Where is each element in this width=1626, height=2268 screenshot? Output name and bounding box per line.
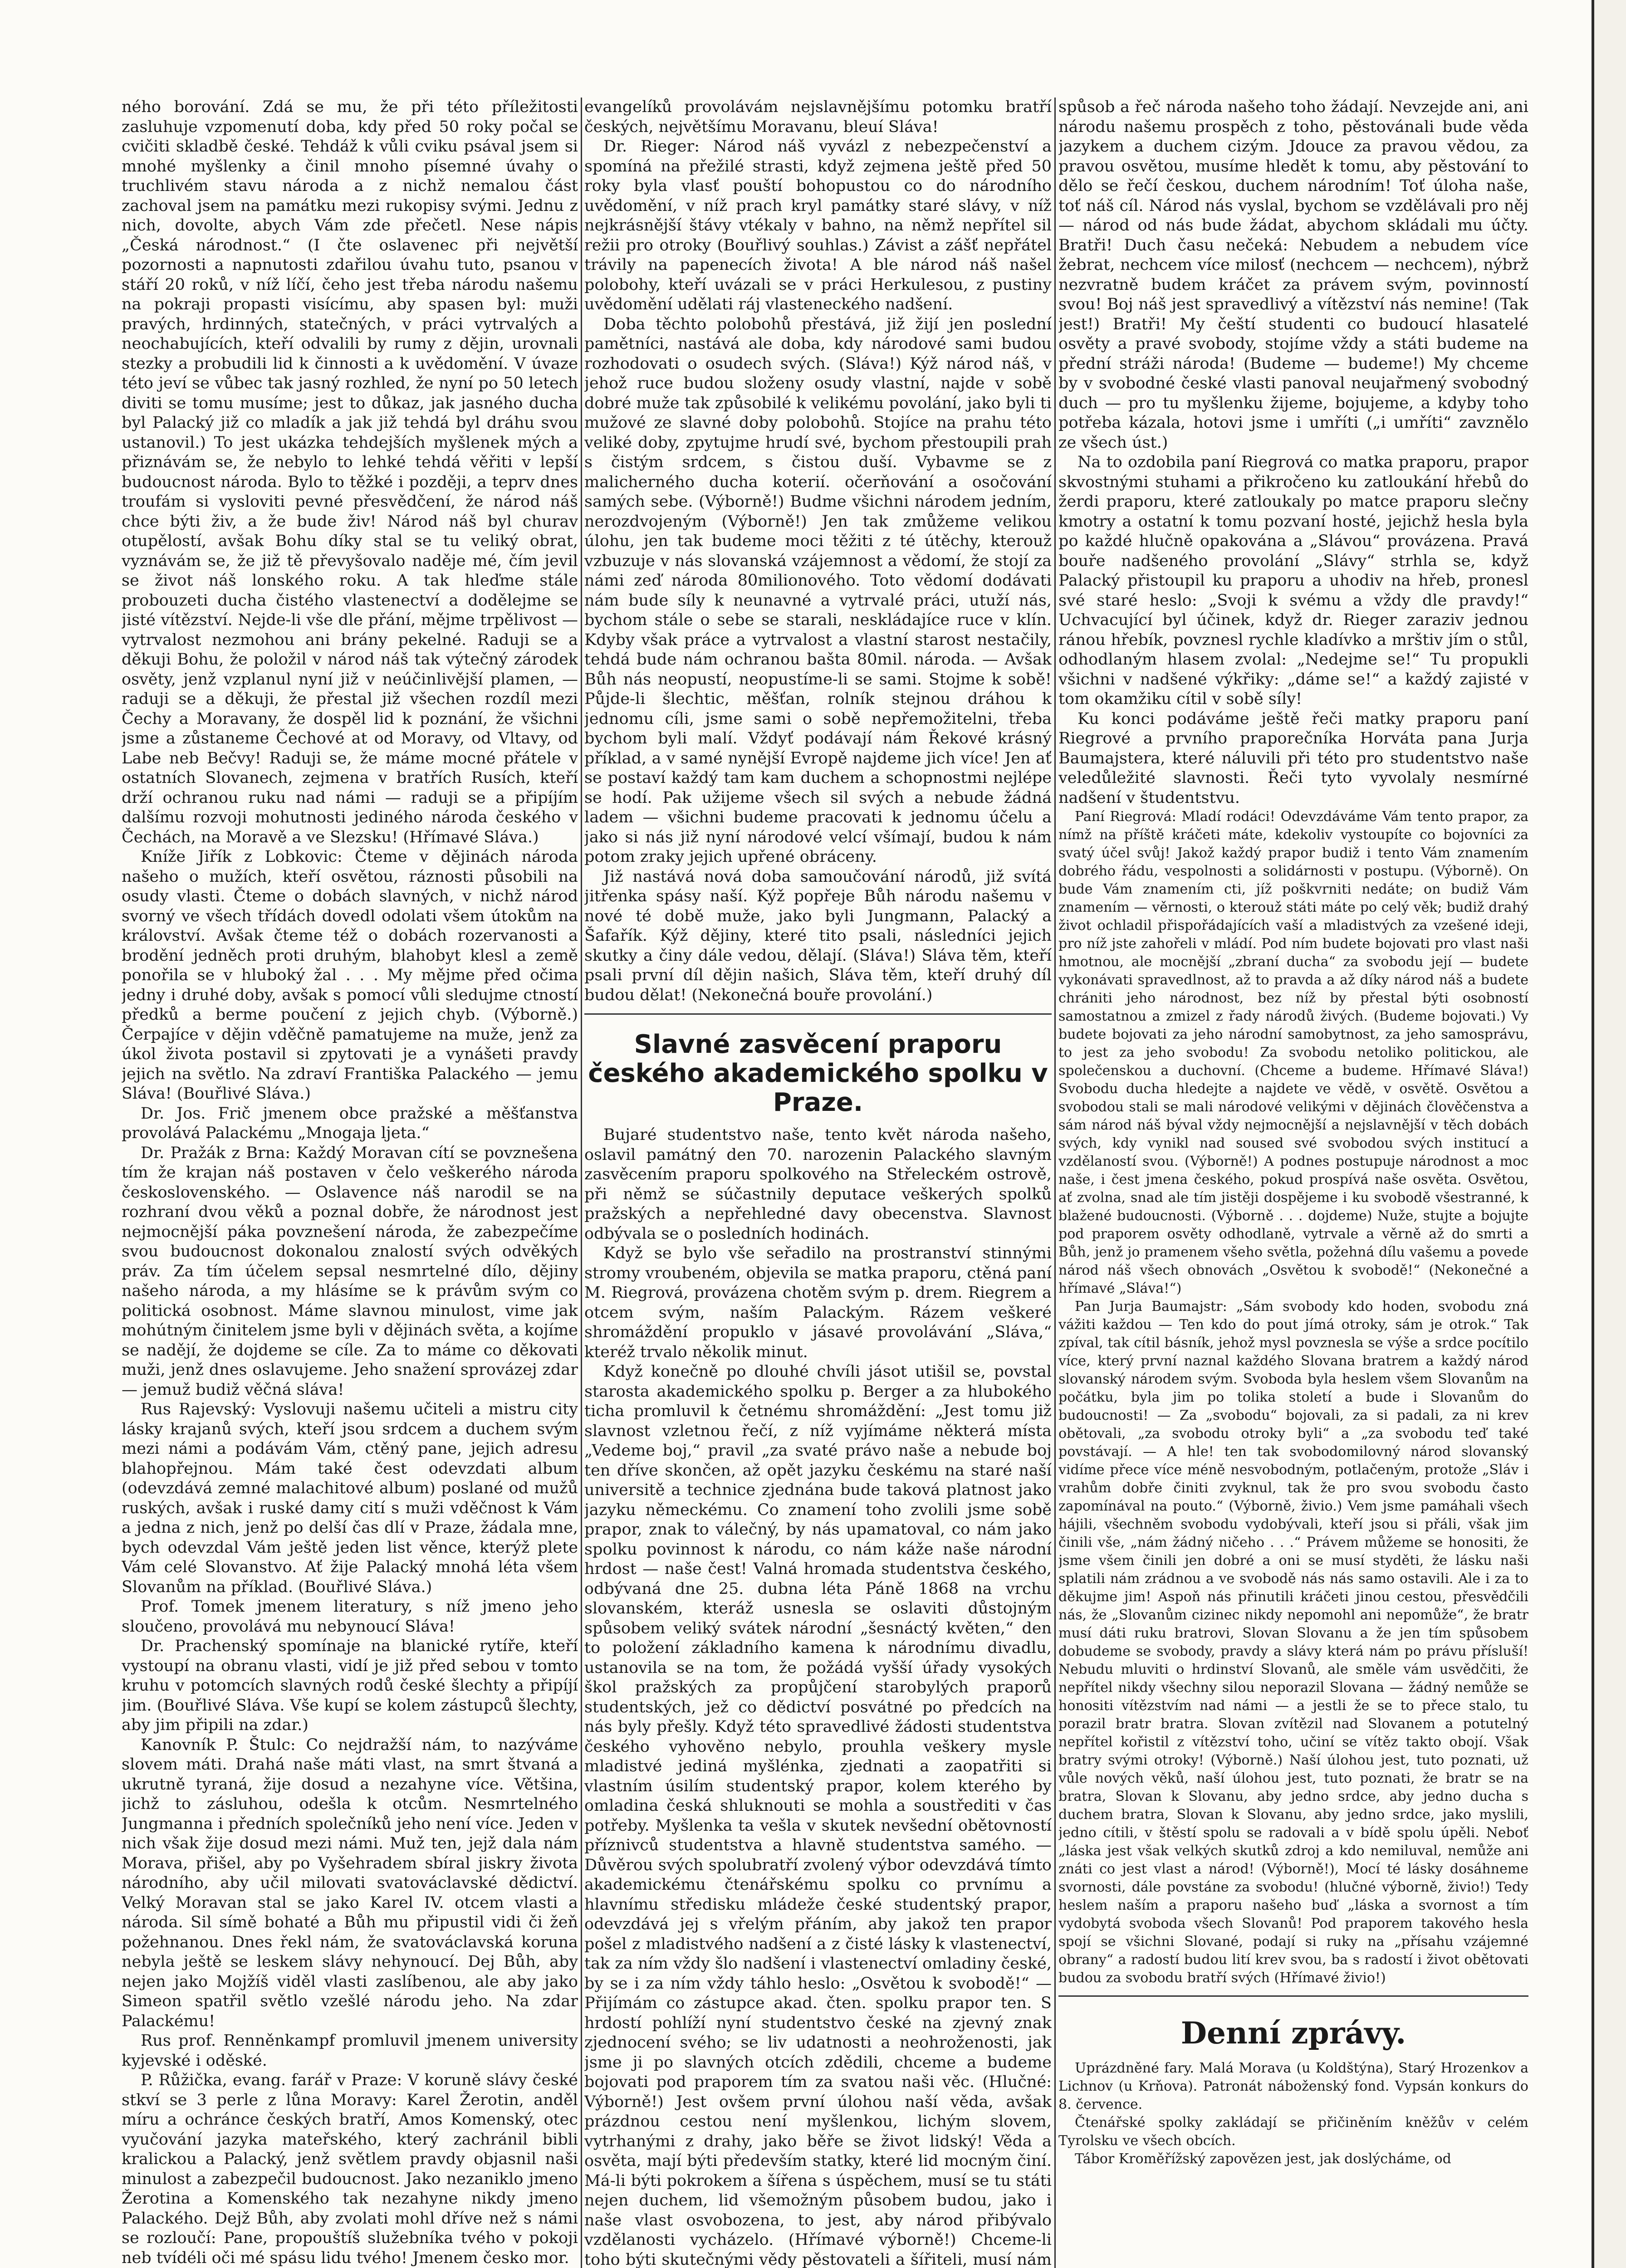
column-left (122, 98, 578, 2268)
speech-paragraph: Pan Jurja Baumajstr: „Sám svobody kdo hoden, svobodu zná vážiti každou — Ten kdo do pout jímá otroky, sám je otrok.“ Tak zpíval, tak cítil básník, jehož mysl povznesla se výše a srdce pocítilo více, který první naznal každého Slovana bratrem a každý národ slovanský národem svým. Svoboda byla heslem všem Slovanům na počátku, byla jim po tolika století a bude i Slovanům do budoucnosti! — Za „svobodu“ bojovali, za si padali, za ni krev obětovali, „za svobodu otroky byli“ a „za svobodu teď také povstávají. — A hle! ten tak svobodomilovný národ slovanský vidíme přece více méně nesvobodným, potlačeným, protože „Sláv i vrahům dobře činiti zvyknul, tak že pro svou svobodu často zapomínával na pouto.“ (Výborně, živio.) Vem jsme pamáhali všech hájili, všechněm svobodu vydobývali, kteří jsou si přáli, však jim činili vše, „nám žádný ničeho . . .“ Právem můžeme se honositi, že jsme všem činili jen dobré a oni se musí styděti, že lásku naši splatili nám zrádnou a ve svobodě nás nás samo ostavili. Ale i za to děkujme jim! Aspoň nás přinutili kráčeti jinou cestou, přesvědčili nás, že „Slovanům cizinec nikdy nepomohl ani nepomůže“, že bratr musí dáti ruku bratrovi, Slovan Slovanu a že jen tím spůsobem dobudeme se svobody, pravdy a slávy která nám po právu přísluší! Nebudu mluviti o hrdinství Slovanů, ale směle vám usvědčiti, že nepřítel nikdy všechny silou neporazil Slovana — žádný nemůže se honositi vítězstvím nad námi — a jestli že se to přece stalo, tu porazil bratr bratra. Slovan zvítězil nad Slovanem a potutelný nepřítel kořistil z vítězství toho, učiní se vítěz takto obojí. Však bratry svými otroky! (Výborně.) Naší úlohou jest, tuto poznati, už vůle nových věků, naší úlohou jest, tuto poznati, že bratr se na bratra, Slovan k Slovanu, aby jedno srdce, aby jedno ducha s duchem bratra, Slovan k Slovanu, aby jedno srdce, jako myslili, jedno cítili, v štěstí spolu se radovali a v bídě spolu úpěli. Neboť „láska jest však velkých skutků zdroj a kdo nemiluval, nemůže ani znáti co jest vlast a národ! (Výborně!), Mocí té lásky dosáhneme svornosti, dále povstáne za svobodu! (hlučné výborně, živio!) Tedy heslem naším a praporu našeho buď „láska a svornost a tím vydobytá svoboda všech Slovanů! Pod praporem takového hesla spojí se všichni Slované, podají si ruky na „přísahu vzájemné obrany“ a radostí budou lití krev svou, ba s radostí i život obětovati budou za svobodu bratří svých (Hřímavé živio!) (1058, 1299, 1528, 1986)
paragraph: Když konečně po dlouhé chvíli jásot utišil se, povstal starosta akademického spolku p. Berger a za hlubokého ticha promluvil k četnému shromáždění: „Jest tomu již slavnost vzletnou řečí, z níž vyjímáme některá místa „Vedeme boj,“ pravil „za svaté právo naše a nebude boj ten dříve skončen, až opět jazyku českému na staré naší universitě a technice zjednána bude taková platnost jako jazyku německému. Co znamení toho zvolili jsme sobě prapor, znak to válečný, by nás upamatoval, co nám jako spolku povinnost k národu, co nám káže naše národní hrdost — naše čest! Valná hromada studentstva českého, odbývaná dne 25. dubna léta Páně 1868 na vrchu slovanském, kteráž usnesla se oslaviti důstojným spůsobem veliký svátek národní „šesnáctý květen,“ den to položení základního kamena k národnímu divadlu, ustanovila se na tom, že požádá vyšší úřady vysokých škol pražských za propůjčení starobylých praporů studentských, jež co dědictví posvátné po předcích na nás byly přešly. Když této spravedlivé žádosti studentstva českého vyhověno nebylo, prouhla veškery mysle mladistvé jediná myšlénka, zjednati a zaopatřiti si vlastním úsilím studentský prapor, kolem kterého by omladina česká shluknouti se mohla a soustřediti v čas potřeby. Myšlenka ta vešla v skutek nevšední obětovností příznivců studentstva a hlavně studentstva samého. — Důvěrou svých spolubratří zvolený výbor odevzdává tímto akademickému čtenářskému spolku co prvnímu a hlavnímu středisku mládeže české studentský prapor, odevzdává jej s vřelým přáním, aby jakož ten prapor pošel z mladistvého nadšení a z čisté lásky k vlastenectví, tak za ním vždy šlo nadšení i vlastenectví omladiny české, by se i za ním vždy táhlo heslo: „Osvětou k svobodě!“ — Přijímám co zástupce akad. čten. spolku prapor ten. S hrdostí pohlíží nyní studentstvo české na zjevný znak zjednocení svého; se liv udatnosti a neohroženosti, jak jsme ji po slavných otcích zdědili, chceme a budeme bojovati pod praporem tím za svatou naši věc. (Hlučné: Výborně!) Jest ovšem první úlohou naší věda, avšak prázdnou cestou není myšlenkou, lichým slovem, vytrhanými z drahy, jako běře se život lidský! Věda a osvěta, mají býti především statky, které lid mocným činí. Má-li býti pokrokem a šířena s úspěchem, musí se tu státi nejen duchem, lid všemožným působem budou, jako i naše vlast osvobozena, to jest, aby národ přibývalo vzdělanosti vycházelo. (Hřímavé výborně!) Chceme-li toho býti skutečnými vědy pěstovateli a šířiteli, musí nám (584, 1363, 1052, 2268)
paragraph: Rus prof. Renněnkampf promluvil jmenem university kyjevské i oděské. (122, 2032, 578, 2070)
paragraph: P. Růžička, evang. farář v Praze: V koruně slávy české stkví se 3 perle z lůna Moravy: Karel Žerotin, anděl míru a ochránce českých bratří, Amos Komenský, otec vyučování jazyka mateřského, který zachránil bibli kralickou a Palacký, jenž světlem pravdy objasnil naši minulost a zabezpečil budoucnost. Jako nezaniklo jmeno Žerotina a Komenského tak nezahyne nikdy jmeno Palackého. Dejž Bůh, aby zvolati mohl dříve než s námi se rozloučí: Pane, propouštíš služebníka tvého v pokoji neb tvídéli oči mé spásu lidu tvého! Jmenem česko mor. (122, 2071, 578, 2267)
paragraph: spůsob a řeč národa našeho toho žádají. Nevzejde ani, ani národu našemu prospěch z toho, pěstovánali bude věda jazykem a duchem cizým. Jdouce za pravou vědou, za pravou osvětou, musíme hledět k tomu, aby pěstování to dělo se řečí českou, duchem národním! Toť úloha naše, toť náš cíl. Národ nás vyslal, bychom se vzdělávali pro něj — národ od nás bude žádat, abychom skládali mu účty. Bratři! Duch času nečeká: Nebudem a nebudem více žebrat, nechcem více milosť (nechcem — nechcem), nýbrž nezvratně budem kráčet za právem svým, povinností svou! Boj náš jest spravedlivý a vítězství nás nemine! (Tak jest!) Bratři! My čeští studenti co budoucí hlasatelé osvěty a pravé svobody, stojíme vždy a státi budeme na přední stráži národa! (Budeme — budeme!) My chceme by v svobodné české vlasti panoval neujařmený svobodný duch — pro tu myšlenku žijeme, bojujeme, a kdyby toho potřeba kázala, hotovi jsme i umříti („i umříti“ zavznělo ze všech úst.) (1058, 98, 1528, 452)
speeches-block (1058, 808, 1528, 1987)
paragraph: Kanovník P. Štulc: Co nejdražší nám, to nazýváme slovem máti. Drahá naše máti vlast, na smrt štvaná a ukrutně tyraná, žije dosud a nezahyne více. Většina, jichž to zásluhou, odešla k otcům. Nesmrtelného Jungmanna i předních společníků jeho není více. Jeden v nich však žije dosud mezi námi. Muž ten, jejž dala nám Morava, přišel, aby po Vyšehradem sbíral jiskry života národního, aby učil milovati svatováclavské dědictví. Velký Moravan stal se jako Karel IV. otcem vlasti a národa. Sil símě bohaté a Bůh mu připustil vidi či žeň požehnanou. Dnes řekl nám, že svatováclavská koruna nebyla ještě se leskem slávy nehynoucí. Dej Bůh, aby nejen jako Mojžíš viděl vlasti zaslíbenou, ale aby jako Simeon spatřil světlo vzešlé národu jeho. Na zdar Palackému! (122, 1735, 578, 2030)
news-item: Tábor Kroměřížský zapovězen jest, jak doslýcháme, od (1075, 2151, 1451, 2167)
paragraph: Dr. Prachenský spomínaje na blanické rytíře, kteří vystoupí na obranu vlasti, vidí je již před sebou v tomto kruhu v potomcích slavných rodů české šlechty a připíjí jim. (Bouřlivé Sláva. Vše kupí se kolem zástupců šlechty, aby jim připili na zdar.) (122, 1637, 578, 1734)
paragraph: Ku konci podáváme ještě řeči matky praporu paní Riegrové a prvního praporečníka Horváta pana Jurja Baumajstera, které náluvili při této pro studentstvo naše veledůležité slavnosti. Řeči tyto vyvolaly nesmírné nadšení v študentstvu. (1058, 709, 1528, 807)
paragraph: Kníže Jiřík z Lobkovic: Čteme v dějinách národa našeho o mužích, kteří osvětou, ráznosti působili na osudy vlasti. Čteme o dobách slavných, v nichž národ svorný ve všech třídách dovedl odolati všem útokům na království. Avšak čteme též o dobách rozervanosti a brodění jedněch proti druhým, blahobyt klesl a země ponořila se v hluboký žal . . . My mějme před očima jedny i druhé doby, avšak s pomocí vůli sledujme ctností předků a berme poučení z jejich chyb. (Výborně.) Čerpajíce v dějin vděčně pamatujeme na muže, jenž za úkol života postavil si zpytovati je a vynášeti pravdy jejich na světlo. Na zdraví Františka Palackého — jemu Sláva! (Bouřlivé Sláva.) (122, 848, 578, 1103)
paragraph: Prof. Tomek jmenem literatury, s níž jmeno jeho sloučeno, provolává mu nebynoucí Sláva! (122, 1598, 578, 1636)
paragraph: Na to ozdobila paní Riegrová co matka praporu, prapor skvostnými stuhami a přikročeno ku zatloukání hřebů do žerdi praporu, které zatloukaly po matce praporu slečny kmotry a ostatní k tomu pozvaní hosté, jejichž hesla byla po každé hlučně opakována a „Slávou“ provázena. Pravá bouře nadšeného provolání „Slávy“ strhla se, když Palacký přistoupil ku praporu a uhodiv na hřeb, pronesl své staré heslo: „Svoji k svému a vždy dle pravdy!“ Uchvacující byl účinek, když dr. Rieger zaraziv jednou ránou hřebík, povznesl rychle kladívko a mrštiv jím o stůl, odhodlaným hlasem zvolal: „Nedejme se!“ Tu propukli všichni v nadšené výkřiky: „dáme se!“ a každý zajisté v tom okamžiku cítil v sobě síly! (1058, 453, 1528, 708)
news-title: Denní zprávy. (1180, 2015, 1406, 2051)
paragraph: evangelíků provolávám nejslavnějšímu potomku bratří českých, největšímu Moravanu, bleuí Sláva! (584, 98, 1052, 136)
paragraph: Rus Rajevský: Vyslovuji našemu učiteli a mistru city lásky krajanů svých, kteří jsou srdcem a duchem svým mezi námi a podávám Vám, ctěný pane, jejich adresu blahopřejnou. Mám také čest odevzdati album (odevzdává zemné malachitové album) poslané od mužů ruských, avšak i ruské damy cití s muži vděčnost k Vám a jedna z nich, jenž po delší čas dlí v Praze, žádala mne, bych odevzdal Vám ještě jeden list věnce, kterýž plete Vám celé Slovanstvo. Ať žije Palacký mnohá léta všem Slovanům na příklad. (Bouřlivé Sláva.) (122, 1400, 578, 1596)
column-right (1058, 98, 1528, 2268)
section-divider (1058, 1995, 1528, 1997)
paragraph: Doba těchto polobohů přestává, již žijí jen poslední pamětníci, nastává ale doba, kdy národové sami budou rozhodovati o osudech svých. (Sláva!) Kýž národ náš, v jehož ruce budou složeny osudy vlastní, najde v sobě dobré muže tak způsobilé k velikému povolání, jako byli ti mužové ze slavné doby polobohů. Stojíce na prahu této veliké doby, zpytujme hrudí své, bychom přestoupili prah s čistým srdcem, s čistou duší. Vybavme se z malicherného ducha koterií. očerňování a osočování samých sebe. (Výborně!) Budme všichni národem jedním, nerozdvojeným (Výborně!) Jen tak zmůžeme velikou úlohu, jen tak budeme moci těžiti z té útěchy, kterouž vzbuzuje v nás slovanská vzájemnost a vědomí, že stojí za námi zeď národa 80milionového. Toto vědomí dodávati nám bude síly k neunavné a vytrvalé práci, utuží nás, bychom stále o sebe se starali, neskládajíce ruce v klín. Kdyby však práce a vytrvalost a vlastní starost nestačily, tehdá bude nám ochranou bašta 80mil. národa. — Avšak Bůh nás neopustí, neopustíme-li se sami. Stojme k sobě! Půjde-li šlechtic, měšťan, rolník stejnou dráhou k jednomu cíli, jsme sami o sobě nepřemožitelni, třeba bychom byli malí. Vždyť podávají nám Řekové krásný příklad, a v samé nynější Evropě najdeme jich více! Jen ať se postaví každý tam kam duchem a schopnostmi nejlépe se hodí. Pak užijeme všech sil svých a nebude žádná ladem — všichni budeme pracovati k jednomu účelu a jako si nás již nyní národové velcí všímají, budou k nám potom zraky jejich upřené obráceny. (584, 315, 1052, 866)
column-divider (1054, 98, 1056, 2268)
paragraph: Dr. Jos. Frič jmenem obce pražské a měšťanstva provolává Palackému „Mnogaja ljeta.“ (122, 1104, 578, 1142)
paragraph: Dr. Pražák z Brna: Každý Moravan cítí se povznešena tím že krajan náš postaven v čelo veškerého národa československého. — Oslavence náš narodil se na rozhraní dvou věků a poznal dobře, že národnost jest nejmocnější páka povznešení národa, že zabezpečíme svou budoucnost dokonalou znalostí svých odvěkých práv. Za tím účelem sepsal nesmrtelné dílo, dějiny našeho národa, a my hlásíme se k právům svým co politická osobnost. Máme slavnou minulost, vime jak mohútným činitelem jsme byli v dějinách světa, a kojíme se nadějí, že dojdeme se cíle. Za to máme co děkovati muži, jenž dnes oslavujeme. Jeho snažení sprovázej zdar — jemuž budiž věčná sláva! (122, 1144, 578, 1399)
page-edge (1592, 0, 1626, 2268)
paragraph: Dr. Rieger: Národ náš vyvázl z nebezpečenství a spomíná na přežilé strasti, když zejmena ještě před 50 roky byla vlasť pouští bohopustou co do národního uvědomění, v níž prach kryl památky staré slávy, v níž nejkrásnější štávy vtékaly v bahno, na němž nepřítel sil režii pro otroky (Bouřlivý souhlas.) Závist a zášť nepřátel trávily na papenecích života! A ble národ náš našel polobohy, kteří uvázali se v práci Herkulesou, z pustiny uvědomění udělati ráj vlasteneckého nadšení. (584, 137, 1052, 313)
section-divider (584, 1013, 1052, 1015)
news-item: Čtenářské spolky zakládají se přičiněním kněžův v celém Tyrolsku ve všech obcích. (1058, 2115, 1528, 2149)
column-divider (581, 98, 582, 2268)
news-block (1058, 2059, 1528, 2168)
speech-paragraph: Paní Riegrová: Mladí rodáci! Odevzdáváme Vám tento prapor, za nímž na příště kráčeti máte, kdekoliv vystoupíte co bojovníci za svatý účel svůj! Jakož každý prapor budiž i tento Vám znamením dobrého řádu, vespolnosti a solidárnosti v postupu. (Výborně). On bude Vám znamením cti, jíž poškvrniti nedáte; on budiž Vám znamením — věrnosti, o kterouž státi máte po celý věk; budiž drahý život ochladil přispořádajících vaší a mladistvých za vzešené ideji, pro níž jste zahořeli v mládí. Pod ním budete bojovati pro vlast naši hmotnou, ale mocnější „zbraní ducha“ za svobodu její — budete vykonávati spravedlnost, až to pravda a až díky národ náš a budete chrániti jeho národnost, bez níž by přestal býti osobností samostatnou a zmizel z řady národů živých. (Budeme bojovati.) Vy budete bojovati za jeho národní samobytnost, za jeho samosprávu, to jest za jeho svobodu! Za svobodu netoliko politickou, ale společenskou a duchovní. (Chceme a budeme. Hřímavé Sláva!) Svobodu ducha hledejte a najdete ve vědě, v osvětě. Osvětou a svobodou stali se mali národové velikými v dějinách člověčenstva a sám národ náš býval vždy nejmocnější a nejslavnější v těch dobách svých, kdy vynikl nad soused své svobodou svých institucí a vzdělaností svou. (Výborně!) A podnes postupuje národnost a moc naše, i čest jmena českého, pokud prospívá naše osvěta. Osvětou, ať zvolna, snad ale tím jistěji dospějeme i ku svobodě všestranné, k blažené budoucnosti. (Výborně . . . dojdeme) Nuže, stujte a bojujte pod praporem osvěty odhodlaně, vytrvale a věrně až do smrti a Bůh, jenž jo pramenem všeho světla, požehná dílu vašemu a povede národ náš všech obnovách „Osvětou k svobodě!“ (Nekonečné a hřímavé „Sláva!“) (1058, 809, 1528, 1296)
paragraph: Již nastává nová doba samoučování národů, již svítá jitřenka spásy naší. Kýž popřeje Bůh národu našemu v nové té době muže, jako byli Jungmann, Palacký a Šafařík. Kýž dějiny, které tito psali, následníci jejich skutky a činy dále vedou, dělají. (Sláva!) Sláva těm, kteří psali první díl dějin našich, Sláva těm, kteří druhý díl budou dělat! (Nekonečná bouře provolání.) (584, 867, 1052, 1004)
news-item: Uprázdněné fary. Malá Morava (u Koldštýna), Starý Hrozenkov a Lichnov (u Krňova). Patronát náboženský fond. Vypsán konkurs do 8. července. (1058, 2060, 1528, 2112)
article-title: Slavné zasvěcení praporu českého akademického spolku v Praze. (588, 1030, 1048, 1117)
column-middle (584, 98, 1052, 2268)
paragraph: Když se bylo vše seřadilo na prostranství stinnými stromy vroubeném, objevila se matka praporu, ctěná paní M. Riegrová, provázena chotěm svým p. drem. Riegrem a otcem svým, naším Palackým. Rázem veškeré shromáždění propuklo v jásavé provolávání „Sláva,“ kteréž trvalo několik minut. (584, 1244, 1052, 1361)
paragraph: Bujaré studentstvo naše, tento květ národa našeho, oslavil památný den 70. narozenin Palackého slavným zasvěcením praporu spolkového na Střeleckém ostrově, při němž se súčastnily deputace veškerých spolků pražských a nepřehledné davy obecenstva. Slavnost odbývala se o posledních hodinách. (584, 1126, 1052, 1243)
paragraph: ného borování. Zdá se mu, že při této příležitosti zasluhuje vzpomenutí doba, kdy před 50 roky počal se cvičiti skladbě české. Tehdáž k vůli cviku psával jsem si mnohé myšlenky a činil mnoho písemné úvahy o truchlivém stavu národa a z nichž nemalou část zachoval jsem na památku mezi rukopisy svými. Jednu z nich, dovolte, abych Vám zde přečetl. Nese nápis „Česká národnost.“ (I čte oslavenec při největší pozornosti a napnutosti zdařilou úvahu tuto, psanou v stáří 20 roků, v níž líčí, čeho jest třeba národu našemu na pokraji propasti visícímu, aby spasen byl: muži pravých, hrdinných, statečných, v práci vytrvalých a neochabujících, kteří odvalili by rumy z dějin, urovnali stezky a probudili lid k činnosti a k uvědomění. V úvaze této jeví se vůbec tak jasný rozhled, že nyní po 50 letech diviti se tomu musíme; jest to důkaz, jak jasného ducha byl Palacký již co mladík a jak již tehdá byl dráhu svou ustanovil.) To jest ukázka tehdejších myšlenek mých a přiznávám se, že nebylo to lehké tehdá věřiti v lepší budoucnost národa. Bylo to těžké i později, a teprv dnes troufám si vysloviti pevné přesvědčení, že národ náš chce býti živ, a že bude živ! Národ náš byl churav otupělostí, avšak Bohu díky stal se tu veliký obrat, vyznávám se, že již tě převyšovalo naděje mé, čím jevil se život náš lonského roku. A tak hleďme stále probouzeti ducha čistého vlastenectví a dodělejme se jisté vítězství. Nejde-li vše dle přání, mějme trpělivost — vytrvalost nezmohou ani brány pekelné. Raduji se a děkuji Bohu, že položil v národ náš tak výtečný zárodek osvěty, jenž vzplanul nyní již v neúčinlivější plamen, — raduji se a děkuji, že přestal již všechen rozdíl mezi Čechy a Moravany, že dospěl lid k poznání, že všichni jsme a zůstaneme Čechové at od Moravy, od Vltavy, od Labe neb Bečvy! Raduji se, že máme mocné přátele v ostatních Slovanech, zejmena v bratřích Rusích, kteří drží ochranou ruku nad námi — raduji se a připíjím dalšímu rozvoji mohutnosti jediného národa českého v Čechách, na Moravě a ve Slezsku! (Hřímavé Sláva.) (122, 98, 578, 846)
